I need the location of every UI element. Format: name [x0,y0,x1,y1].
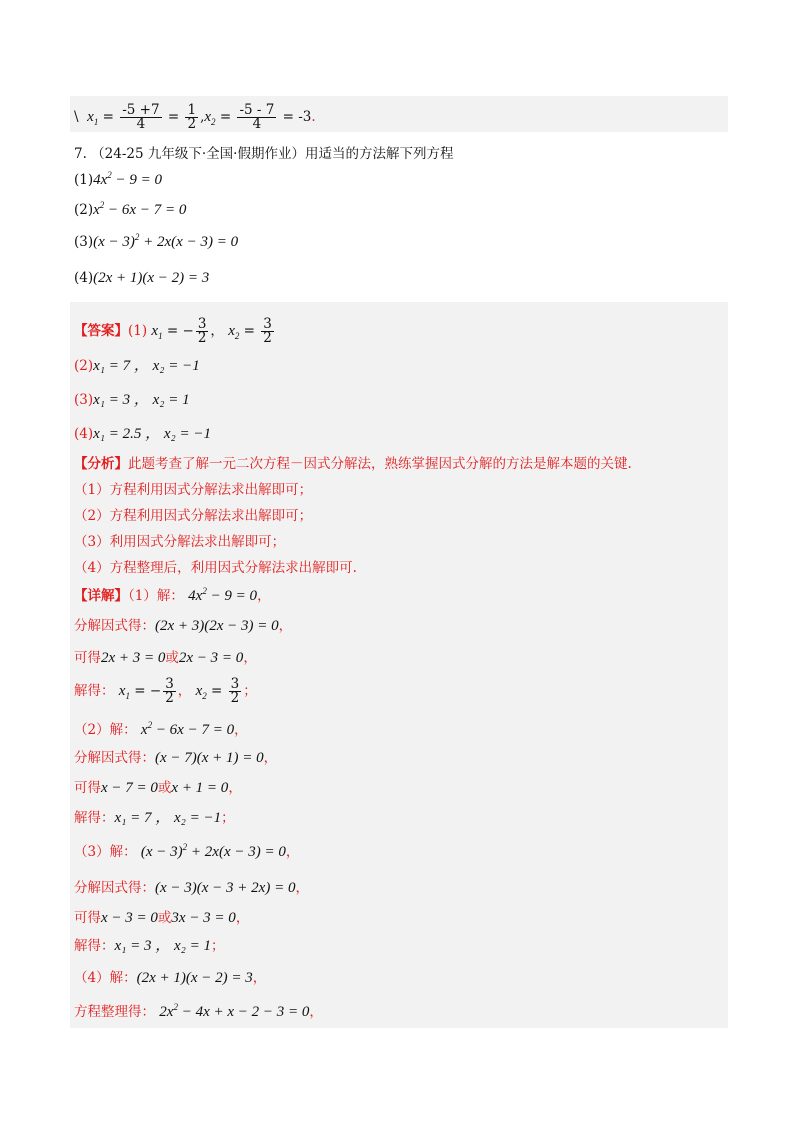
q7-item-equation: $(x - 3)^2 + 2x(x - 3) = 0$ [93,232,239,250]
detail-eq1: = − [129,683,162,699]
q7-item-4 [74,268,209,288]
detail-end: ， [252,970,267,986]
q7-item-number: (2) [74,202,94,218]
q7-item-number: (4) [74,270,94,286]
analysis-label: 【分析】 [74,456,128,472]
detail-x2: $x_2$ [195,683,207,701]
answer-line-4 [74,424,211,444]
detail-equation: $4x^2 - 9 = 0$ [188,586,258,604]
detail-end: ， [295,880,309,896]
detail-end: ； [243,683,257,699]
detail-x1: $x_1$ [118,683,130,701]
q7-item-equation: (2x + 1)(x − 2) = 3 [93,270,210,286]
answer-line-3 [74,390,190,410]
detail-end: ， [285,844,300,860]
prev-frac1: $\frac{-5 +7}{4}$ [122,102,160,132]
analysis-step-3: （3）利用因式分解法求出解即可； [74,534,286,550]
detail-end: ， [234,722,248,738]
answer-number: (2) [74,358,94,374]
answer-value: x₁ = 7 ， x₂ = −1 [93,358,200,374]
analysis-step-4: （4）方程整理后，利用因式分解法求出解即可. [74,560,357,576]
detail-end: ， [257,588,271,604]
detail-line-12 [74,936,225,956]
q7-item-equation: $x^2 - 6x - 7 = 0$ [93,200,187,218]
detail-prefix: 分解因式得： [74,880,155,896]
answer-sep: ， [210,323,224,339]
detail-prefix: 可得 [74,650,101,666]
detail-prefix: 解得： [74,938,115,954]
detail-prefix: （2）解： [74,722,137,738]
detail-line-6 [74,748,277,768]
prev-end: . [311,109,316,125]
detail-line-1 [74,586,271,606]
detail-equation: (2x + 3)(2x − 3) = 0 [155,618,279,634]
prev-comma: , [200,109,205,125]
detail-equation: $(x - 3)^2 + 2x(x - 3) = 0$ [140,842,286,860]
detail-equation: $2x^2 - 4x + x - 2 - 3 = 0$ [159,1002,310,1020]
answer-eq1: = − [162,323,194,339]
prev-frac3: $\frac{-5 - 7}{4}$ [239,102,275,132]
detail-end: ， [263,750,278,766]
detail-equation: (2x + 1)(x − 2) = 3 [136,970,253,986]
prev-x2: $x_2$ [204,109,216,127]
prev-eq3: = [215,109,236,125]
detail-frac2: $\frac{3}{2}$ [230,676,240,706]
detail-equation: (x − 7)(x + 1) = 0 [155,750,264,766]
detail-label: 【详解】 [74,588,128,604]
detail-eq2: = [206,683,227,699]
detail-end: ， [228,780,242,796]
detail-line-5 [74,720,248,740]
answer-value: x₁ = 3 ， x₂ = 1 [93,392,190,408]
answer-line-1 [74,318,276,345]
q7-item-number: (3) [74,234,94,250]
detail-prefix: 可得 [74,910,101,926]
detail-line-7 [74,778,242,798]
detail-or: 或 [165,650,179,666]
answer-frac1: $\frac{3}{2}$ [197,316,207,346]
detail-frac1: $\frac{3}{2}$ [165,676,174,706]
answer-label: 【答案】 [74,323,128,339]
detail-prefix: 方程整理得： [74,1004,155,1020]
detail-line-3 [74,648,257,668]
analysis-step-1: （1）方程利用因式分解法求出解即可； [74,482,313,498]
detail-or: 或 [157,780,172,796]
prev-prefix: \ [74,109,79,125]
q7-header: 7. （24-25 九年级下·全国·假期作业）用适当的方法解下列方程 [74,146,454,162]
detail-line-9 [74,842,299,862]
answer-line-2 [74,356,200,376]
prev-eq1: = [98,109,119,125]
detail-line-4 [74,678,257,705]
detail-prefix: （1）解： [128,588,184,604]
detail-prefix: 解得： [74,810,115,826]
detail-prefix: （4）解： [74,970,137,986]
detail-or: 或 [157,910,172,926]
prev-eq4: = -3 [278,109,312,125]
detail-line-13 [74,968,266,988]
detail-prefix: 分解因式得： [74,618,155,634]
q7-item-2 [74,200,186,220]
q7-item-equation: $4x^2 - 9 = 0$ [93,170,163,188]
prev-x1: $x_1$ [87,109,99,127]
detail-end: ， [309,1004,323,1020]
detail-end: ， [235,910,250,926]
analysis-line [74,454,632,474]
detail-equation: 3x − 3 = 0 [171,910,236,926]
answer-value: x₁ = 2.5 ， x₂ = −1 [93,426,211,442]
detail-equation: 2x + 3 = 0 [101,650,166,666]
answer-eq2: = [239,323,260,339]
detail-prefix: 解得： [74,683,115,699]
q7-item-number: (1) [74,172,94,188]
detail-equation: (x − 3)(x − 3 + 2x) = 0 [155,880,296,896]
answer-number: (1) [128,323,148,339]
detail-equation: x₁ = 3 ， x₂ = 1 [114,938,211,954]
answer-number: (3) [74,392,94,408]
detail-end: ； [221,810,235,826]
detail-equation: $x^2 - 6x - 7 = 0$ [140,720,235,738]
detail-line-2 [74,616,292,636]
detail-equation: 2x − 3 = 0 [178,650,244,666]
answer-number: (4) [74,426,94,442]
q7-item-3 [74,232,238,252]
prev-solution-line [74,104,316,131]
prev-frac2: $\frac{1}{2}$ [187,102,197,132]
answer-x2: $x_2$ [228,323,240,341]
analysis-text: 此题考查了解一元二次方程－因式分解法，熟练掌握因式分解的方法是解本题的关键. [128,456,632,472]
detail-sep: ， [177,683,192,699]
detail-line-8 [74,808,235,828]
detail-line-10 [74,878,309,898]
detail-prefix: 可得 [74,780,101,796]
detail-end: ， [278,618,293,634]
detail-equation: x − 7 = 0 [101,780,158,796]
detail-end: ， [243,650,257,666]
detail-prefix: 分解因式得： [74,750,155,766]
detail-line-14 [74,1002,323,1022]
prev-eq2: = [163,109,184,125]
analysis-step-2: （2）方程利用因式分解法求出解即可； [74,508,313,524]
detail-line-11 [74,908,249,928]
detail-equation: x + 1 = 0 [171,780,229,796]
detail-equation: x₁ = 7 ， x₂ = −1 [114,810,222,826]
detail-prefix: （3）解： [74,844,137,860]
answer-x1: $x_1$ [151,323,163,341]
detail-end: ； [211,938,225,954]
answer-frac2: $\frac{3}{2}$ [263,316,272,346]
q7-item-1 [74,170,162,190]
detail-equation: x − 3 = 0 [101,910,158,926]
